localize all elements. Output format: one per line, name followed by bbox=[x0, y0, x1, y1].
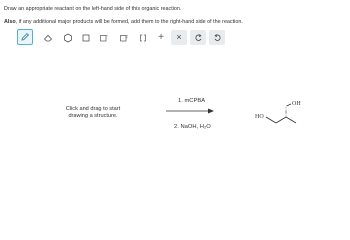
cyclohexane-icon bbox=[63, 33, 73, 43]
charge-tool-button[interactable] bbox=[96, 30, 111, 45]
redo-button[interactable] bbox=[209, 30, 225, 45]
square-ring-icon bbox=[81, 33, 91, 43]
lone-pair-icon bbox=[119, 33, 129, 43]
drawing-canvas[interactable] bbox=[48, 106, 138, 120]
lone-pair-tool-button[interactable] bbox=[116, 30, 131, 45]
charge-icon bbox=[99, 33, 109, 43]
clear-button[interactable] bbox=[171, 30, 187, 45]
square-ring-button[interactable] bbox=[78, 30, 93, 45]
svg-text:::: :: bbox=[141, 33, 144, 37]
drawing-toolbar bbox=[4, 30, 216, 46]
bracket-icon bbox=[138, 33, 148, 43]
question-line-1: Draw an appropriate reactant on the left-hand side of this organic reaction. bbox=[4, 6, 182, 12]
eraser-icon bbox=[43, 33, 53, 43]
ho-label: HO bbox=[255, 114, 264, 120]
svg-text:+: + bbox=[105, 33, 108, 38]
add-button[interactable] bbox=[155, 30, 167, 45]
reaction-arrow bbox=[166, 107, 216, 115]
question-also: Also bbox=[4, 19, 16, 25]
reagent-step-1: 1. mCPBA bbox=[178, 98, 206, 104]
canvas-hint-line-1: Click and drag to start bbox=[65, 106, 121, 112]
question-line-2 bbox=[4, 19, 243, 25]
undo-button[interactable] bbox=[190, 30, 206, 45]
pencil-icon bbox=[20, 32, 30, 42]
eraser-tool-button[interactable] bbox=[40, 30, 55, 45]
ring-tool-button[interactable] bbox=[60, 30, 75, 45]
question-line-2-rest: , if any additional major products will be formed, add them to the right-hand side of the reaction. bbox=[15, 19, 243, 25]
pencil-tool-button[interactable] bbox=[17, 29, 33, 45]
redo-icon bbox=[213, 33, 222, 42]
bracket-tool-button[interactable] bbox=[135, 30, 150, 45]
undo-icon bbox=[194, 33, 203, 42]
reagent-step-2: 2. NaOH, H₂O bbox=[174, 124, 211, 130]
clear-icon: × bbox=[176, 32, 182, 42]
product-structure[interactable] bbox=[254, 96, 314, 134]
canvas-hint-line-2: drawing a structure. bbox=[68, 113, 118, 119]
plus-icon: + bbox=[158, 31, 164, 43]
oh-label: OH bbox=[292, 101, 301, 107]
